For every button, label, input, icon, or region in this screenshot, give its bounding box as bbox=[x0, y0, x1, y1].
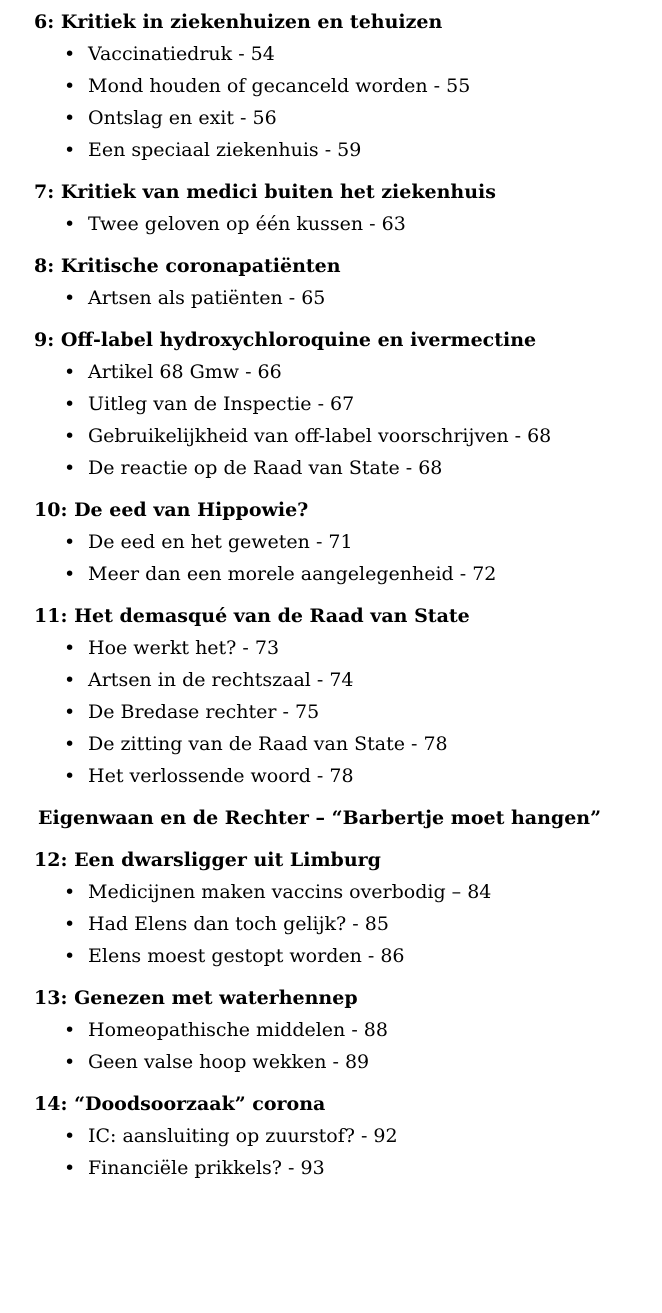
toc-item-text: Een speciaal ziekenhuis - 59 bbox=[88, 139, 362, 161]
toc-list-item bbox=[64, 102, 662, 134]
toc-item-text: Geen valse hoop wekken - 89 bbox=[88, 1051, 370, 1073]
toc-item-text: Gebruikelijkheid van off-label voorschrijven - 68 bbox=[88, 425, 552, 447]
bullet-icon: • bbox=[64, 107, 76, 129]
part-title: Eigenwaan en de Rechter – “Barbertje moet hangen” bbox=[38, 807, 602, 829]
bullet-icon: • bbox=[64, 213, 76, 235]
toc-chapter-section bbox=[34, 6, 662, 166]
toc-list-item bbox=[64, 134, 662, 166]
toc-list-item bbox=[64, 940, 662, 972]
toc-chapter-section bbox=[34, 250, 662, 314]
toc-item-text: De eed en het geweten - 71 bbox=[88, 531, 353, 553]
chapter-title: 8: Kritische coronapatiënten bbox=[34, 255, 341, 277]
toc-list-item bbox=[64, 760, 662, 792]
toc-list-item bbox=[64, 356, 662, 388]
toc-item-text: Elens moest gestopt worden - 86 bbox=[88, 945, 405, 967]
toc-list-item bbox=[64, 728, 662, 760]
chapter-title: 14: “Doodsoorzaak” corona bbox=[34, 1093, 326, 1115]
toc-item-text: Artsen in de rechtszaal - 74 bbox=[88, 669, 354, 691]
toc-list-item bbox=[64, 420, 662, 452]
chapter-item-list bbox=[34, 38, 662, 166]
chapter-title: 11: Het demasqué van de Raad van State bbox=[34, 605, 470, 627]
toc-part-section bbox=[34, 802, 662, 834]
toc-item-text: Artsen als patiënten - 65 bbox=[88, 287, 326, 309]
chapter-item-list bbox=[34, 632, 662, 792]
bullet-icon: • bbox=[64, 733, 76, 755]
toc-item-text: De reactie op de Raad van State - 68 bbox=[88, 457, 443, 479]
toc-chapter-section bbox=[34, 494, 662, 590]
bullet-icon: • bbox=[64, 43, 76, 65]
bullet-icon: • bbox=[64, 563, 76, 585]
chapter-title: 13: Genezen met waterhennep bbox=[34, 987, 358, 1009]
chapter-item-list bbox=[34, 1120, 662, 1184]
toc-item-text: Het verlossende woord - 78 bbox=[88, 765, 354, 787]
bullet-icon: • bbox=[64, 1051, 76, 1073]
chapter-title: 12: Een dwarsligger uit Limburg bbox=[34, 849, 381, 871]
toc-chapter-section bbox=[34, 1088, 662, 1184]
toc-item-text: Uitleg van de Inspectie - 67 bbox=[88, 393, 355, 415]
bullet-icon: • bbox=[64, 1125, 76, 1147]
toc-item-text: Ontslag en exit - 56 bbox=[88, 107, 277, 129]
toc-list-item bbox=[64, 1014, 662, 1046]
bullet-icon: • bbox=[64, 637, 76, 659]
toc-item-text: Twee geloven op één kussen - 63 bbox=[88, 213, 406, 235]
toc-item-text: De Bredase rechter - 75 bbox=[88, 701, 320, 723]
toc-list-item bbox=[64, 1120, 662, 1152]
toc-list-item bbox=[64, 526, 662, 558]
chapter-title: 9: Off-label hydroxychloroquine en ivermectine bbox=[34, 329, 537, 351]
toc-list-item bbox=[64, 664, 662, 696]
toc-item-text: Mond houden of gecanceld worden - 55 bbox=[88, 75, 471, 97]
bullet-icon: • bbox=[64, 393, 76, 415]
toc-list-item bbox=[64, 452, 662, 484]
bullet-icon: • bbox=[64, 287, 76, 309]
toc-item-text: Artikel 68 Gmw - 66 bbox=[88, 361, 282, 383]
bullet-icon: • bbox=[64, 1157, 76, 1179]
bullet-icon: • bbox=[64, 945, 76, 967]
toc-list-item bbox=[64, 908, 662, 940]
toc-item-text: Had Elens dan toch gelijk? - 85 bbox=[88, 913, 389, 935]
bullet-icon: • bbox=[64, 361, 76, 383]
chapter-title: 10: De eed van Hippowie? bbox=[34, 499, 309, 521]
toc-list-item bbox=[64, 208, 662, 240]
toc-chapter-section bbox=[34, 982, 662, 1078]
bullet-icon: • bbox=[64, 75, 76, 97]
toc-chapter-section bbox=[34, 324, 662, 484]
toc-item-text: Hoe werkt het? - 73 bbox=[88, 637, 280, 659]
chapter-title: 7: Kritiek van medici buiten het ziekenhuis bbox=[34, 181, 496, 203]
toc-list-item bbox=[64, 1046, 662, 1078]
bullet-icon: • bbox=[64, 765, 76, 787]
toc-item-text: IC: aansluiting op zuurstof? - 92 bbox=[88, 1125, 398, 1147]
toc-list-item bbox=[64, 632, 662, 664]
toc-item-text: Vaccinatiedruk - 54 bbox=[88, 43, 275, 65]
toc-list-item bbox=[64, 282, 662, 314]
chapter-item-list bbox=[34, 282, 662, 314]
bullet-icon: • bbox=[64, 457, 76, 479]
toc-list-item bbox=[64, 38, 662, 70]
bullet-icon: • bbox=[64, 425, 76, 447]
bullet-icon: • bbox=[64, 881, 76, 903]
toc-chapter-section bbox=[34, 844, 662, 972]
chapter-title: 6: Kritiek in ziekenhuizen en tehuizen bbox=[34, 11, 443, 33]
chapter-item-list bbox=[34, 356, 662, 484]
bullet-icon: • bbox=[64, 139, 76, 161]
bullet-icon: • bbox=[64, 913, 76, 935]
chapter-item-list bbox=[34, 876, 662, 972]
toc-item-text: De zitting van de Raad van State - 78 bbox=[88, 733, 448, 755]
chapter-item-list bbox=[34, 526, 662, 590]
toc-item-text: Financiële prikkels? - 93 bbox=[88, 1157, 325, 1179]
toc-item-text: Homeopathische middelen - 88 bbox=[88, 1019, 388, 1041]
toc-chapter-section bbox=[34, 600, 662, 792]
toc-list-item bbox=[64, 70, 662, 102]
toc-list-item bbox=[64, 696, 662, 728]
toc-list-item bbox=[64, 1152, 662, 1184]
toc-list-item bbox=[64, 388, 662, 420]
chapter-item-list bbox=[34, 1014, 662, 1078]
bullet-icon: • bbox=[64, 701, 76, 723]
bullet-icon: • bbox=[64, 669, 76, 691]
chapter-item-list bbox=[34, 208, 662, 240]
toc-list-item bbox=[64, 876, 662, 908]
toc-list-item bbox=[64, 558, 662, 590]
bullet-icon: • bbox=[64, 1019, 76, 1041]
toc-item-text: Meer dan een morele aangelegenheid - 72 bbox=[88, 563, 497, 585]
toc-chapter-section bbox=[34, 176, 662, 240]
toc-item-text: Medicijnen maken vaccins overbodig – 84 bbox=[88, 881, 492, 903]
bullet-icon: • bbox=[64, 531, 76, 553]
